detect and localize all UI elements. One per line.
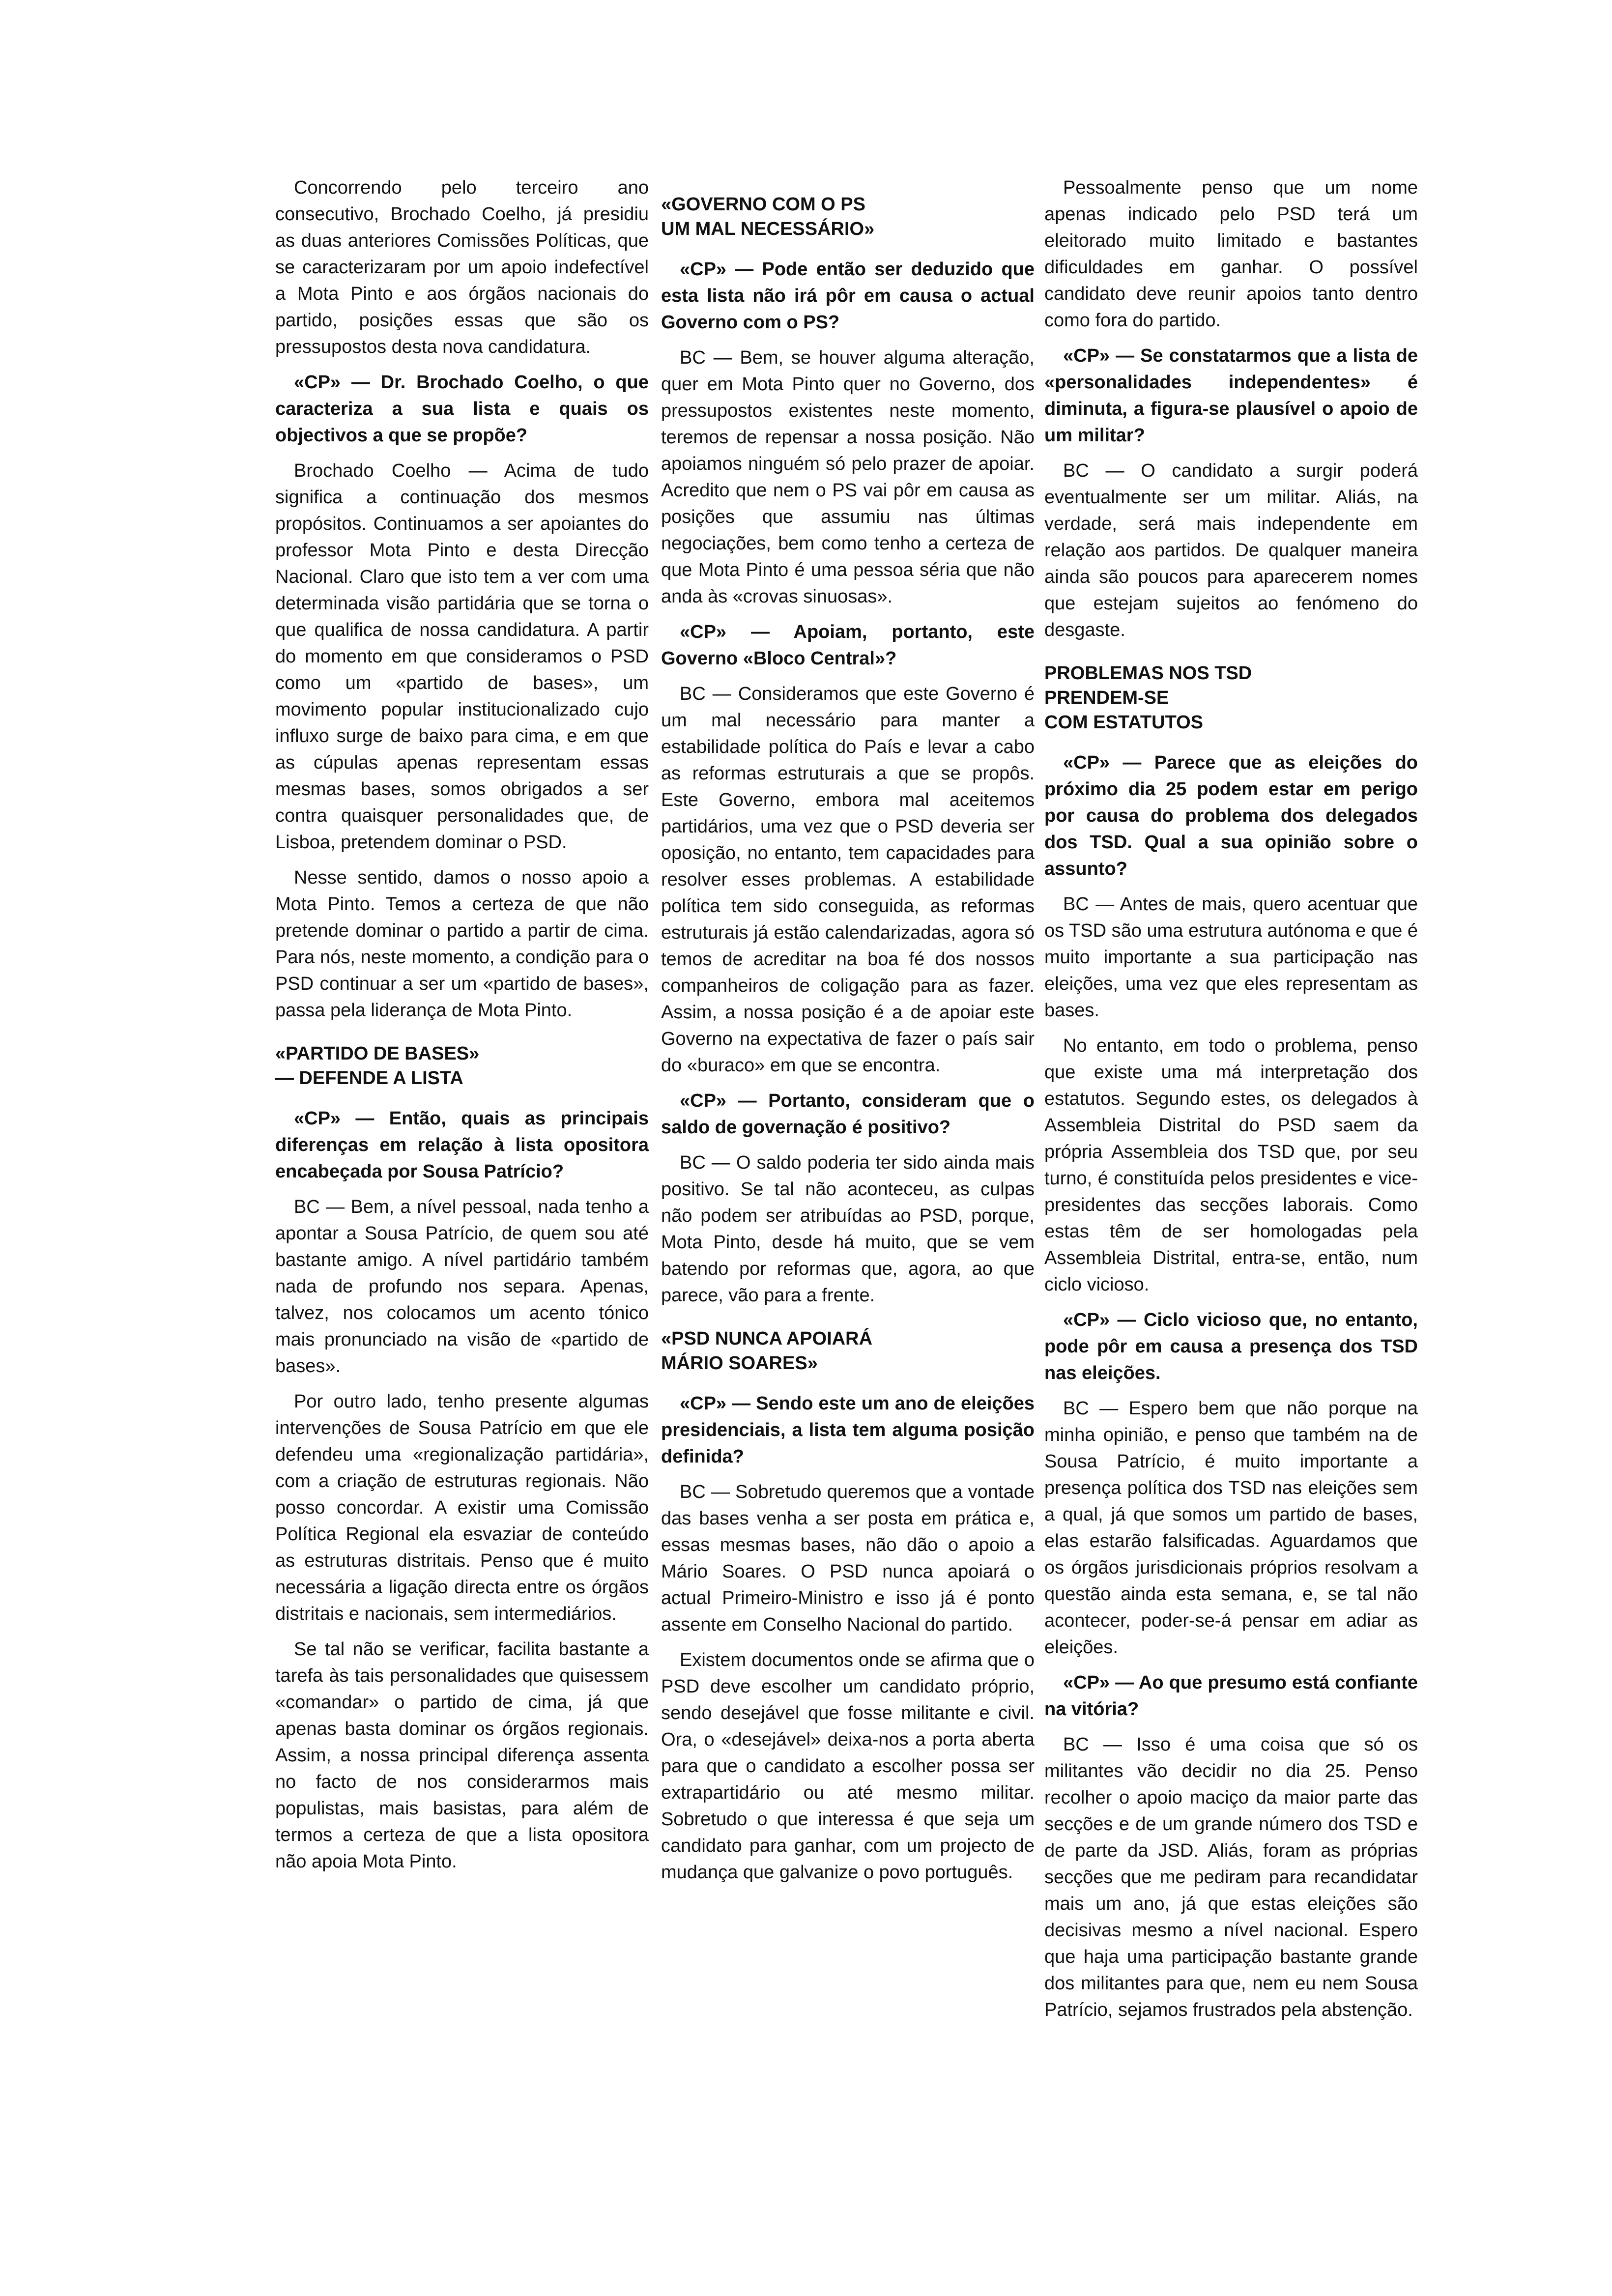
body-paragraph: Nesse sentido, damos o nosso apoio a Mota Pinto. Temos a certeza de que não pretende dominar o partido a partir de cima. Para nós, neste momento, a condição para o PSD continuar a ser um «partido de bases», passa pela liderança de Mota Pinto.: [275, 867, 649, 1021]
body-paragraph: BC — Consideramos que este Governo é um mal necessário para manter a estabilidade política do País e levar a cabo as reformas estruturais a que se propôs. Este Governo, embora mal aceitemos partidários, uma vez que o PSD deveria ser oposição, no entanto, tem capacidades para resolver esses problemas. A estabilidade política tem sido conseguida, as reformas estruturais já estão calendarizadas, agora só temos de acreditar na boa fé dos nossos companheiros de coligação para as fazer. Assim, a nossa posição é a de apoiar este Governo na expectativa de fazer o país sair do «buraco» em que se encontra.: [661, 684, 1035, 1076]
body-paragraph: BC — O candidato a surgir poderá eventualmente ser um militar. Aliás, na verdade, será mais independente em relação aos partidos. De qualquer maneira ainda são poucos para aparecerem nomes que estejam sujeitos ao fenómeno do desgaste.: [1044, 460, 1418, 640]
body-paragraph: BC — Bem, se houver alguma alteração, quer em Mota Pinto quer no Governo, dos pressupostos existentes neste momento, teremos de repensar a nossa posição. Não apoiamos ninguém só pelo prazer de apoiar. Acredito que nem o PS vai pôr em causa as posições que assumiu nas últimas negociações, bem como tenho a certeza de que Mota Pinto é uma pessoa séria que não anda às «crovas sinuosas».: [661, 347, 1035, 607]
body-paragraph: BC — Isso é uma coisa que só os militantes vão decidir no dia 25. Penso recolher o apoio maciço da maior parte das secções e de um grande número dos TSD e de parte da JSD. Aliás, foram as próprias secções que me pediram para recandidatar mais um ano, já que estas eleições são decisivas mesmo a nível nacional. Espero que haja uma participação bastante grande dos militantes para que, nem eu nem Sousa Patrício, sejamos frustrados pela abstenção.: [1044, 1734, 1418, 2020]
section-heading-line: «PSD NUNCA APOIARÁ: [661, 1328, 873, 1349]
section-heading: [661, 192, 1035, 241]
section-heading: [661, 1326, 1035, 1376]
article-column-3: [1044, 174, 1418, 2032]
body-paragraph: BC — Bem, a nível pessoal, nada tenho a apontar a Sousa Patrício, de quem sou até bastante amigo. A nível partidário também nada de profundo nos separa. Apenas, talvez, nos colocamos um acento tónico mais pronunciado na visão de «partido de bases».: [275, 1197, 649, 1377]
interview-question: «CP» — Então, quais as principais diferenças em relação à lista opositora encabeçada por Sousa Patrício?: [275, 1108, 649, 1182]
interview-question: «CP» — Sendo este um ano de eleições presidenciais, a lista tem alguma posição definida?: [661, 1393, 1035, 1467]
section-heading-line: MÁRIO SOARES»: [661, 1353, 818, 1374]
section-heading-line: «PARTIDO DE BASES»: [275, 1043, 480, 1064]
interview-question: «CP» — Dr. Brochado Coelho, o que caracteriza a sua lista e quais os objectivos a que se propõe?: [275, 372, 649, 446]
section-heading: [1044, 661, 1418, 735]
body-paragraph: BC — Antes de mais, quero acentuar que os TSD são uma estrutura autónoma e que é muito importante a sua participação nas eleições, uma vez que eles representam as bases.: [1044, 894, 1418, 1021]
interview-question: «CP» — Ao que presumo está confiante na vitória?: [1044, 1672, 1418, 1720]
section-heading-line: COM ESTATUTOS: [1044, 712, 1203, 733]
body-paragraph: Por outro lado, tenho presente algumas intervenções de Sousa Patrício em que ele defendeu uma «regionalização partidária», com a criação de estruturas regionais. Não posso concordar. A existir uma Comissão Política Regional ela esvaziar de conteúdo as estruturas distritais. Penso que é muito necessária a ligação directa entre os órgãos distritais e nacionais, sem intermediários.: [275, 1391, 649, 1624]
body-paragraph: Se tal não se verificar, facilita bastante a tarefa às tais personalidades que quisessem «comandar» o partido de cima, já que apenas basta dominar os órgãos regionais. Assim, a nossa principal diferença assenta no facto de nos considerarmos mais populistas, mais basistas, para além de termos a certeza de que a lista opositora não apoia Mota Pinto.: [275, 1639, 649, 1872]
section-heading-line: PROBLEMAS NOS TSD: [1044, 663, 1252, 684]
interview-question: «CP» — Se constatarmos que a lista de «personalidades independentes» é diminuta, a figura-se plausível o apoio de um militar?: [1044, 345, 1418, 446]
section-heading-line: PRENDEM-SE: [1044, 688, 1169, 708]
interview-question: «CP» — Pode então ser deduzido que esta lista não irá pôr em causa o actual Governo com o PS?: [661, 259, 1035, 333]
interview-question: «CP» — Apoiam, portanto, este Governo «Bloco Central»?: [661, 622, 1035, 669]
body-paragraph: Concorrendo pelo terceiro ano consecutivo, Brochado Coelho, já presidiu as duas anteriores Comissões Políticas, que se caracterizaram por um apoio indefectível a Mota Pinto e aos órgãos nacionais do partido, posições essas que são os pressupostos desta nova candidatura.: [275, 177, 649, 357]
section-heading-line: UM MAL NECESSÁRIO»: [661, 219, 875, 239]
interview-question: «CP» — Ciclo vicioso que, no entanto, pode pôr em causa a presença dos TSD nas eleições.: [1044, 1310, 1418, 1383]
body-paragraph: Pessoalmente penso que um nome apenas indicado pelo PSD terá um eleitorado muito limitado e bastantes dificuldades em ganhar. O possível candidato deve reunir apoios tanto dentro como fora do partido.: [1044, 177, 1418, 331]
article-column-2: [661, 174, 1035, 1894]
section-heading-line: «GOVERNO COM O PS: [661, 194, 865, 215]
body-paragraph: BC — Espero bem que não porque na minha opinião, e penso que também na de Sousa Patrício, é muito importante a presença política dos TSD nas eleições sem a qual, já que somos um partido de bases, elas estarão falsificadas. Aguardamos que os órgãos jurisdicionais próprios resolvam a questão ainda esta semana, e, se tal não acontecer, poder-se-á pensar em adiar as eleições.: [1044, 1398, 1418, 1658]
interview-question: «CP» — Parece que as eleições do próximo dia 25 podem estar em perigo por causa do problema dos delegados dos TSD. Qual a sua opinião sobre o assunto?: [1044, 752, 1418, 879]
article-column-1: [275, 174, 649, 1884]
interview-question: «CP» — Portanto, consideram que o saldo de governação é positivo?: [661, 1091, 1035, 1138]
body-paragraph: BC — O saldo poderia ter sido ainda mais positivo. Se tal não aconteceu, as culpas não podem ser atribuídas ao PSD, porque, Mota Pinto, desde há muito, que se vem batendo por reformas que, agora, ao que parece, vão para a frente.: [661, 1152, 1035, 1306]
section-heading-line: — DEFENDE A LISTA: [275, 1068, 463, 1089]
body-paragraph: Brochado Coelho — Acima de tudo significa a continuação dos mesmos propósitos. Continuamos a ser apoiantes do professor Mota Pinto e desta Direcção Nacional. Claro que isto tem a ver com uma determinada visão partidária que se torna o que qualifica de nossa candidatura. A partir do momento em que consideramos o PSD como um «partido de bases», um movimento popular institucionalizado cujo influxo surge de baixo para cima, e em que as cúpulas apenas representam essas mesmas bases, somos obrigados a ser contra quaisquer personalidades que, de Lisboa, pretendem dominar o PSD.: [275, 460, 649, 853]
body-paragraph: No entanto, em todo o problema, penso que existe uma má interpretação dos estatutos. Segundo estes, os delegados à Assembleia Distrital do PSD saem da própria Assembleia dos TSD que, por seu turno, é constituída pelos presidentes e vice-presidentes das secções laborais. Como estas têm de ser homologadas pela Assembleia Distrital, entra-se, então, num ciclo vicioso.: [1044, 1035, 1418, 1295]
body-paragraph: Existem documentos onde se afirma que o PSD deve escolher um candidato próprio, sendo desejável que fosse militante e civil. Ora, o «desejável» deixa-nos a porta aberta para que o candidato a escolher possa ser extrapartidário ou até mesmo militar. Sobretudo o que interessa é que seja um candidato para ganhar, com um projecto de mudança que galvanize o povo português.: [661, 1650, 1035, 1883]
body-paragraph: BC — Sobretudo queremos que a vontade das bases venha a ser posta em prática e, essas mesmas bases, não dão o apoio a Mário Soares. O PSD nunca apoiará o actual Primeiro-Ministro e isso já é ponto assente em Conselho Nacional do partido.: [661, 1482, 1035, 1635]
section-heading: [275, 1041, 649, 1091]
